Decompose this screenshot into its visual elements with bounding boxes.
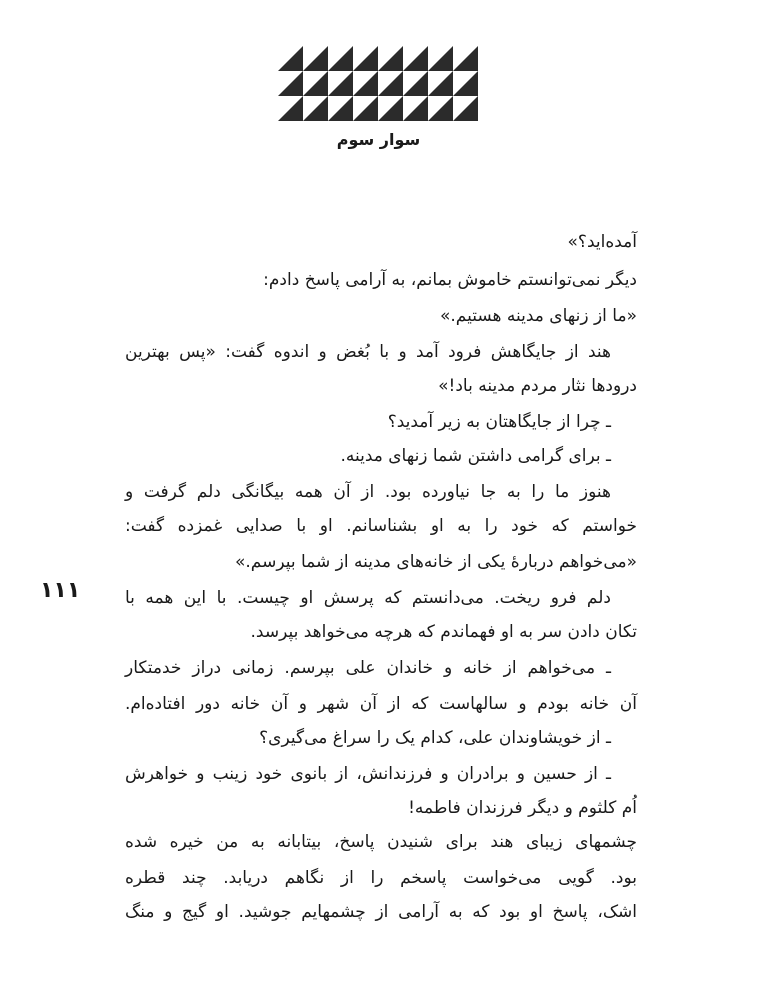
text-line-12: تکان دادن سر به او فهماندم که هرچه می‌خواهد بپرسد. [250,622,637,642]
ornament-row-3 [278,96,478,121]
text-line-3: «ما از زنهای مدینه هستیم.» [439,306,637,326]
text-line-13: ـ می‌خواهم از خانه و خاندان علی بپرسم. زمانی دراز خدمتکار [125,658,611,678]
ornament-row-1 [278,46,478,71]
text-line-8: هنوز ما را به جا نیاورده بود. از آن همه بیگانگی دلم گرفت و [125,482,611,502]
text-line-18: چشمهای زیبای هند برای شنیدن پاسخ، بیتابانه به من خیره شده [125,832,637,852]
text-line-14: آن خانه بودم و سالهاست که از آن شهر و آن خانه دور افتاده‌ام. [125,694,637,714]
text-line-4: هند از جایگاهش فرود آمد و با بُغض و اندوه گفت: «پس بهترین [125,342,611,362]
text-line-16: ـ از حسین و برادران و فرزندانش، از بانوی خود زینب و خواهرش [125,764,611,784]
text-line-19: بود. گویی می‌خواست پاسخم را از نگاهم دریابد. چند قطره [125,868,637,888]
text-line-17: اُم کلثوم و دیگر فرزندان فاطمه! [408,798,637,818]
text-line-15: ـ از خویشاوندان علی، کدام یک را سراغ می‌گیری؟ [259,728,611,748]
text-line-6: ـ چرا از جایگاهتان به زیر آمدید؟ [387,412,611,432]
text-line-5: درودها نثار مردم مدینه باد!» [438,376,637,396]
text-line-20: اشک، پاسخ او بود که به آرامی از چشمهایم جوشید. او گیج و منگ [125,902,637,922]
text-line-11: دلم فرو ریخت. می‌دانستم که پرسش او چیست. با این همه با [125,588,611,608]
ornament-row-2 [278,71,478,96]
chapter-title: سوار سوم [336,130,421,149]
page-number: ۱۱۱ [40,578,81,603]
text-line-1: آمده‌اید؟» [567,232,637,252]
text-line-2: دیگر نمی‌توانستم خاموش بمانم، به آرامی پاسخ دادم: [263,270,637,290]
text-line-10: «می‌خواهم دربارهٔ یکی از خانه‌های مدینه از شما بپرسم.» [234,552,637,572]
triangle-ornament [278,46,479,122]
text-line-7: ـ برای گرامی داشتن شما زنهای مدینه. [340,446,611,466]
text-line-9: خواستم که خود را به او بشناسانم. او با صدایی غمزده گفت: [125,516,637,536]
